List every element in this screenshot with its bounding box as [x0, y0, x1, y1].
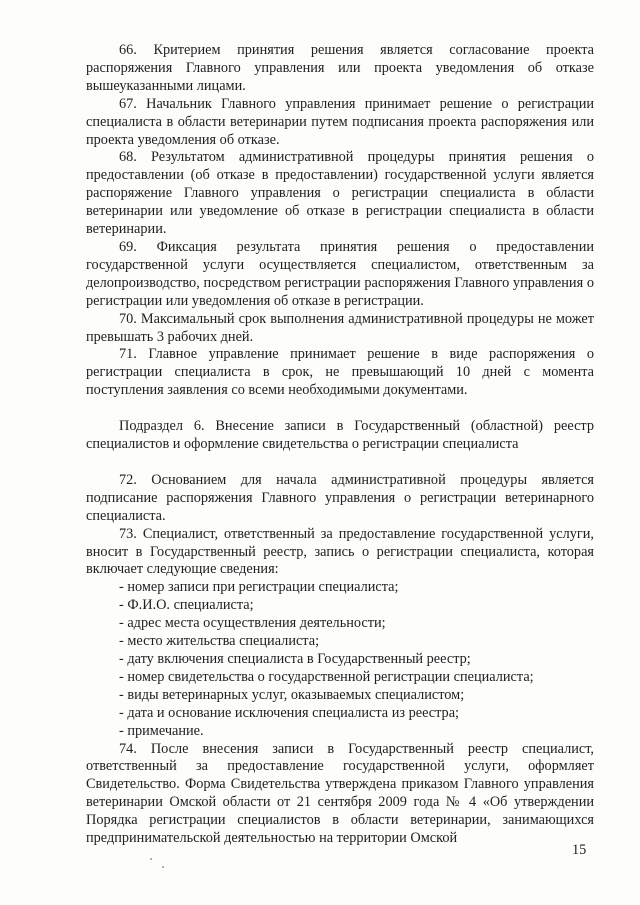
list-item: - адрес места осуществления деятельности; — [119, 615, 386, 632]
paragraph-67: 67. Начальник Главного управления принимает решение о регистрации специалиста в области ветеринарии путем подписания проекта распоряжения или проекта уведомления об отказе. — [86, 95, 594, 148]
list-item: - дата и основание исключения специалиста из реестра; — [119, 704, 460, 721]
paragraph-71: 71. Главное управление принимает решение в виде распоряжения о регистрации специалиста в срок, не превышающий 10 дней с момента поступления заявления со всеми необходимыми документами. — [86, 346, 594, 399]
paragraph-72: 72. Основанием для начала административной процедуры является подписание распоряжения Главного управления о регистрации ветеринарного специалиста. — [86, 471, 594, 524]
scan-speck — [150, 858, 152, 860]
list-item: - номер записи при регистрации специалиста; — [119, 579, 399, 596]
paragraph-70: 70. Максимальный срок выполнения административной процедуры не может превышать 3 рабочих дней. — [86, 310, 594, 345]
paragraph-68: 68. Результатом административной процедуры принятия решения о предоставлении (об отказе в предоставлении) государственной услуги является распоряжение Главного управления о регистрации специалиста в области ветеринарии или уведомление об отказе в регистрации специалиста в области ветеринарии. — [86, 149, 594, 238]
list-item: - Ф.И.О. специалиста; — [119, 597, 254, 614]
paragraph-66: 66. Критерием принятия решения является согласование проекта распоряжения Главного управления или проекта уведомления об отказе вышеуказанными лицами. — [86, 42, 594, 94]
list-item: - место жительства специалиста; — [119, 633, 320, 650]
list-item: - номер свидетельства о государственной регистрации специалиста; — [119, 668, 534, 685]
list-item: - дату включения специалиста в Государственный реестр; — [119, 651, 471, 667]
page-body — [86, 42, 594, 848]
page-number: 15 — [572, 842, 587, 858]
subsection-heading: Подраздел 6. Внесение записи в Государственный (областной) реестр специалистов и оформление свидетельства о регистрации специалиста — [86, 418, 594, 453]
scan-speck — [162, 866, 164, 868]
section-gap — [86, 400, 594, 418]
list-item: - виды ветеринарных услуг, оказываемых специалистом; — [119, 686, 465, 703]
list-73 — [86, 579, 594, 740]
paragraph-69: 69. Фиксация результата принятия решения о предоставлении государственной услуги осуществляется специалистом, ответственным за делопроизводство, посредством регистрации распоряжения Главного управления о регистрации или уведомления об отказе в регистрации. — [86, 238, 594, 309]
paragraph-73: 73. Специалист, ответственный за предоставление государственной услуги, вносит в Государственный реестр, запись о регистрации специалиста, которая включает следующие сведения: — [86, 525, 594, 578]
section-gap — [86, 454, 594, 472]
paragraph-74: 74. После внесения записи в Государственный реестр специалист, ответственный за предоставление государственной услуги, оформляет Свидетельство. Форма Свидетельства утверждена приказом Главного управления ветеринарии Омской области от 21 сентября 2009 года № 4 «Об утверждении Порядка регистрации специалистов в области ветеринарии, занимающихся предпринимательской деятельностью на территории Омской — [86, 740, 594, 847]
list-item: - примечание. — [119, 722, 204, 739]
